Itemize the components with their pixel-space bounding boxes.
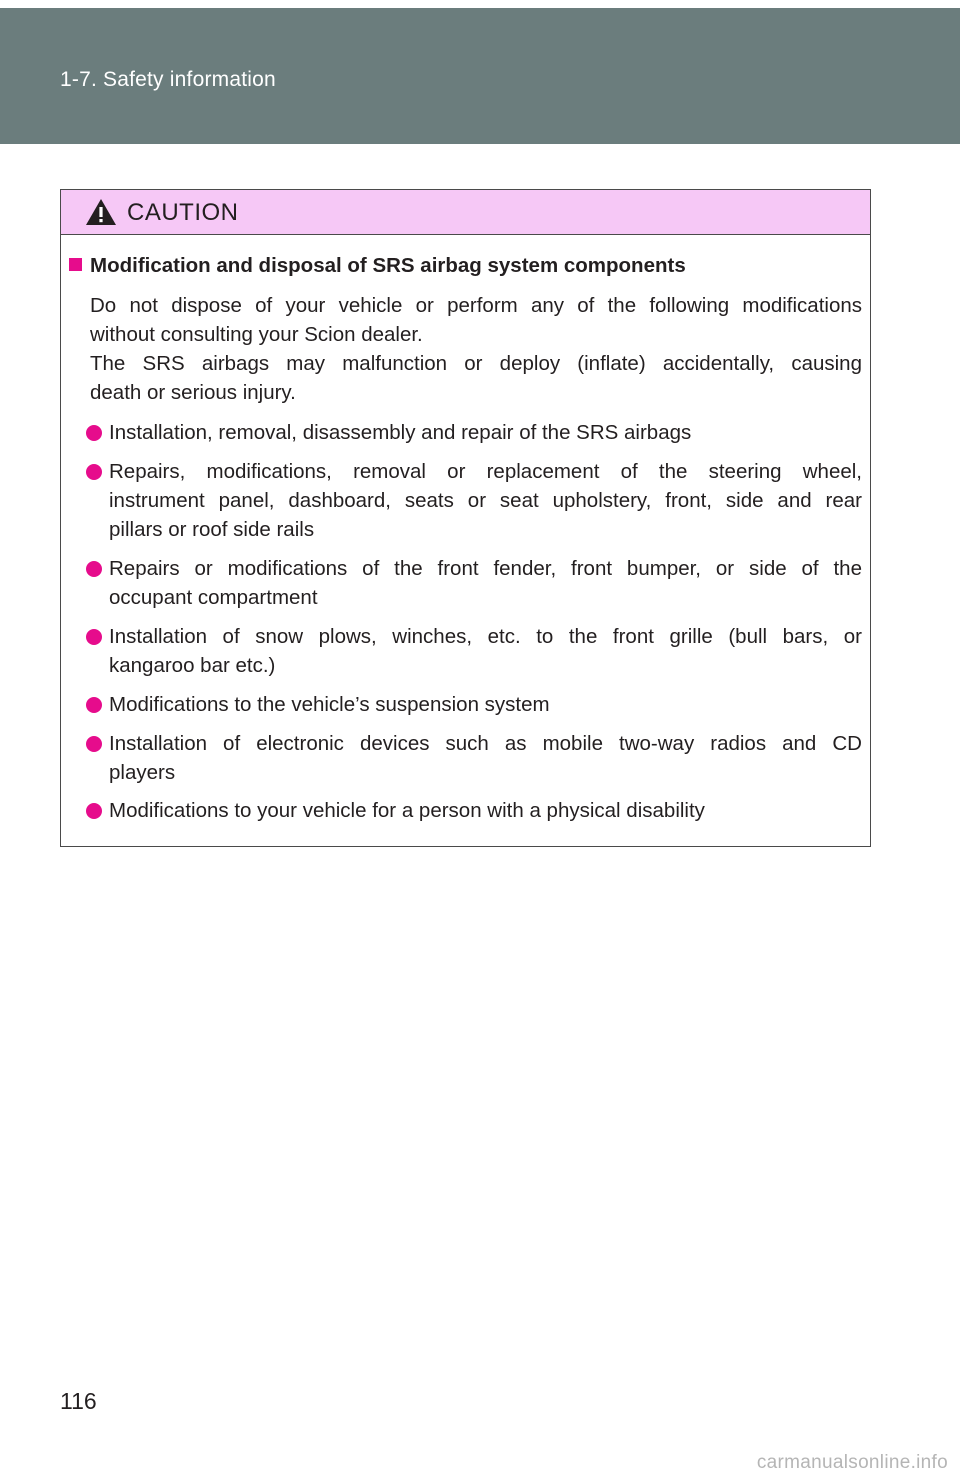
header-band	[0, 8, 960, 144]
list-item: Installation of snow plows, winches, etc. to the front grille (bull bars, or kangaroo bar etc.)	[109, 622, 862, 680]
list-item: Modifications to your vehicle for a person with a physical disability	[109, 796, 862, 825]
caution-box	[60, 189, 871, 847]
caution-label: CAUTION	[127, 199, 239, 226]
round-bullet-icon	[86, 629, 102, 645]
square-bullet-icon	[69, 258, 82, 271]
section-title: 1-7. Safety information	[60, 68, 276, 91]
list-item: Installation of electronic devices such as mobile two-way radios and CD players	[109, 729, 862, 787]
round-bullet-icon	[86, 561, 102, 577]
round-bullet-icon	[86, 464, 102, 480]
watermark: carmanualsonline.info	[756, 1452, 948, 1473]
caution-heading: Modification and disposal of SRS airbag system components	[69, 254, 686, 278]
caution-header	[61, 190, 870, 235]
round-bullet-icon	[86, 736, 102, 752]
caution-paragraph-1: Do not dispose of your vehicle or perform any of the following modifications without consulting your Scion dealer.	[90, 294, 862, 346]
round-bullet-icon	[86, 803, 102, 819]
list-item: Modifications to the vehicle’s suspension system	[109, 690, 862, 719]
list-item: Repairs, modifications, removal or replacement of the steering wheel, instrument panel, dashboard, seats or seat upholstery, front, side and rear pillars or roof side rails	[109, 457, 862, 544]
page-number: 116	[60, 1388, 97, 1414]
list-item: Installation, removal, disassembly and repair of the SRS airbags	[109, 418, 862, 447]
warning-triangle-icon	[85, 198, 117, 226]
list-item: Repairs or modifications of the front fender, front bumper, or side of the occupant compartment	[109, 554, 862, 612]
round-bullet-icon	[86, 425, 102, 441]
round-bullet-icon	[86, 697, 102, 713]
caution-paragraph-2: The SRS airbags may malfunction or deploy (inflate) accidentally, causing death or serious injury.	[90, 352, 862, 404]
